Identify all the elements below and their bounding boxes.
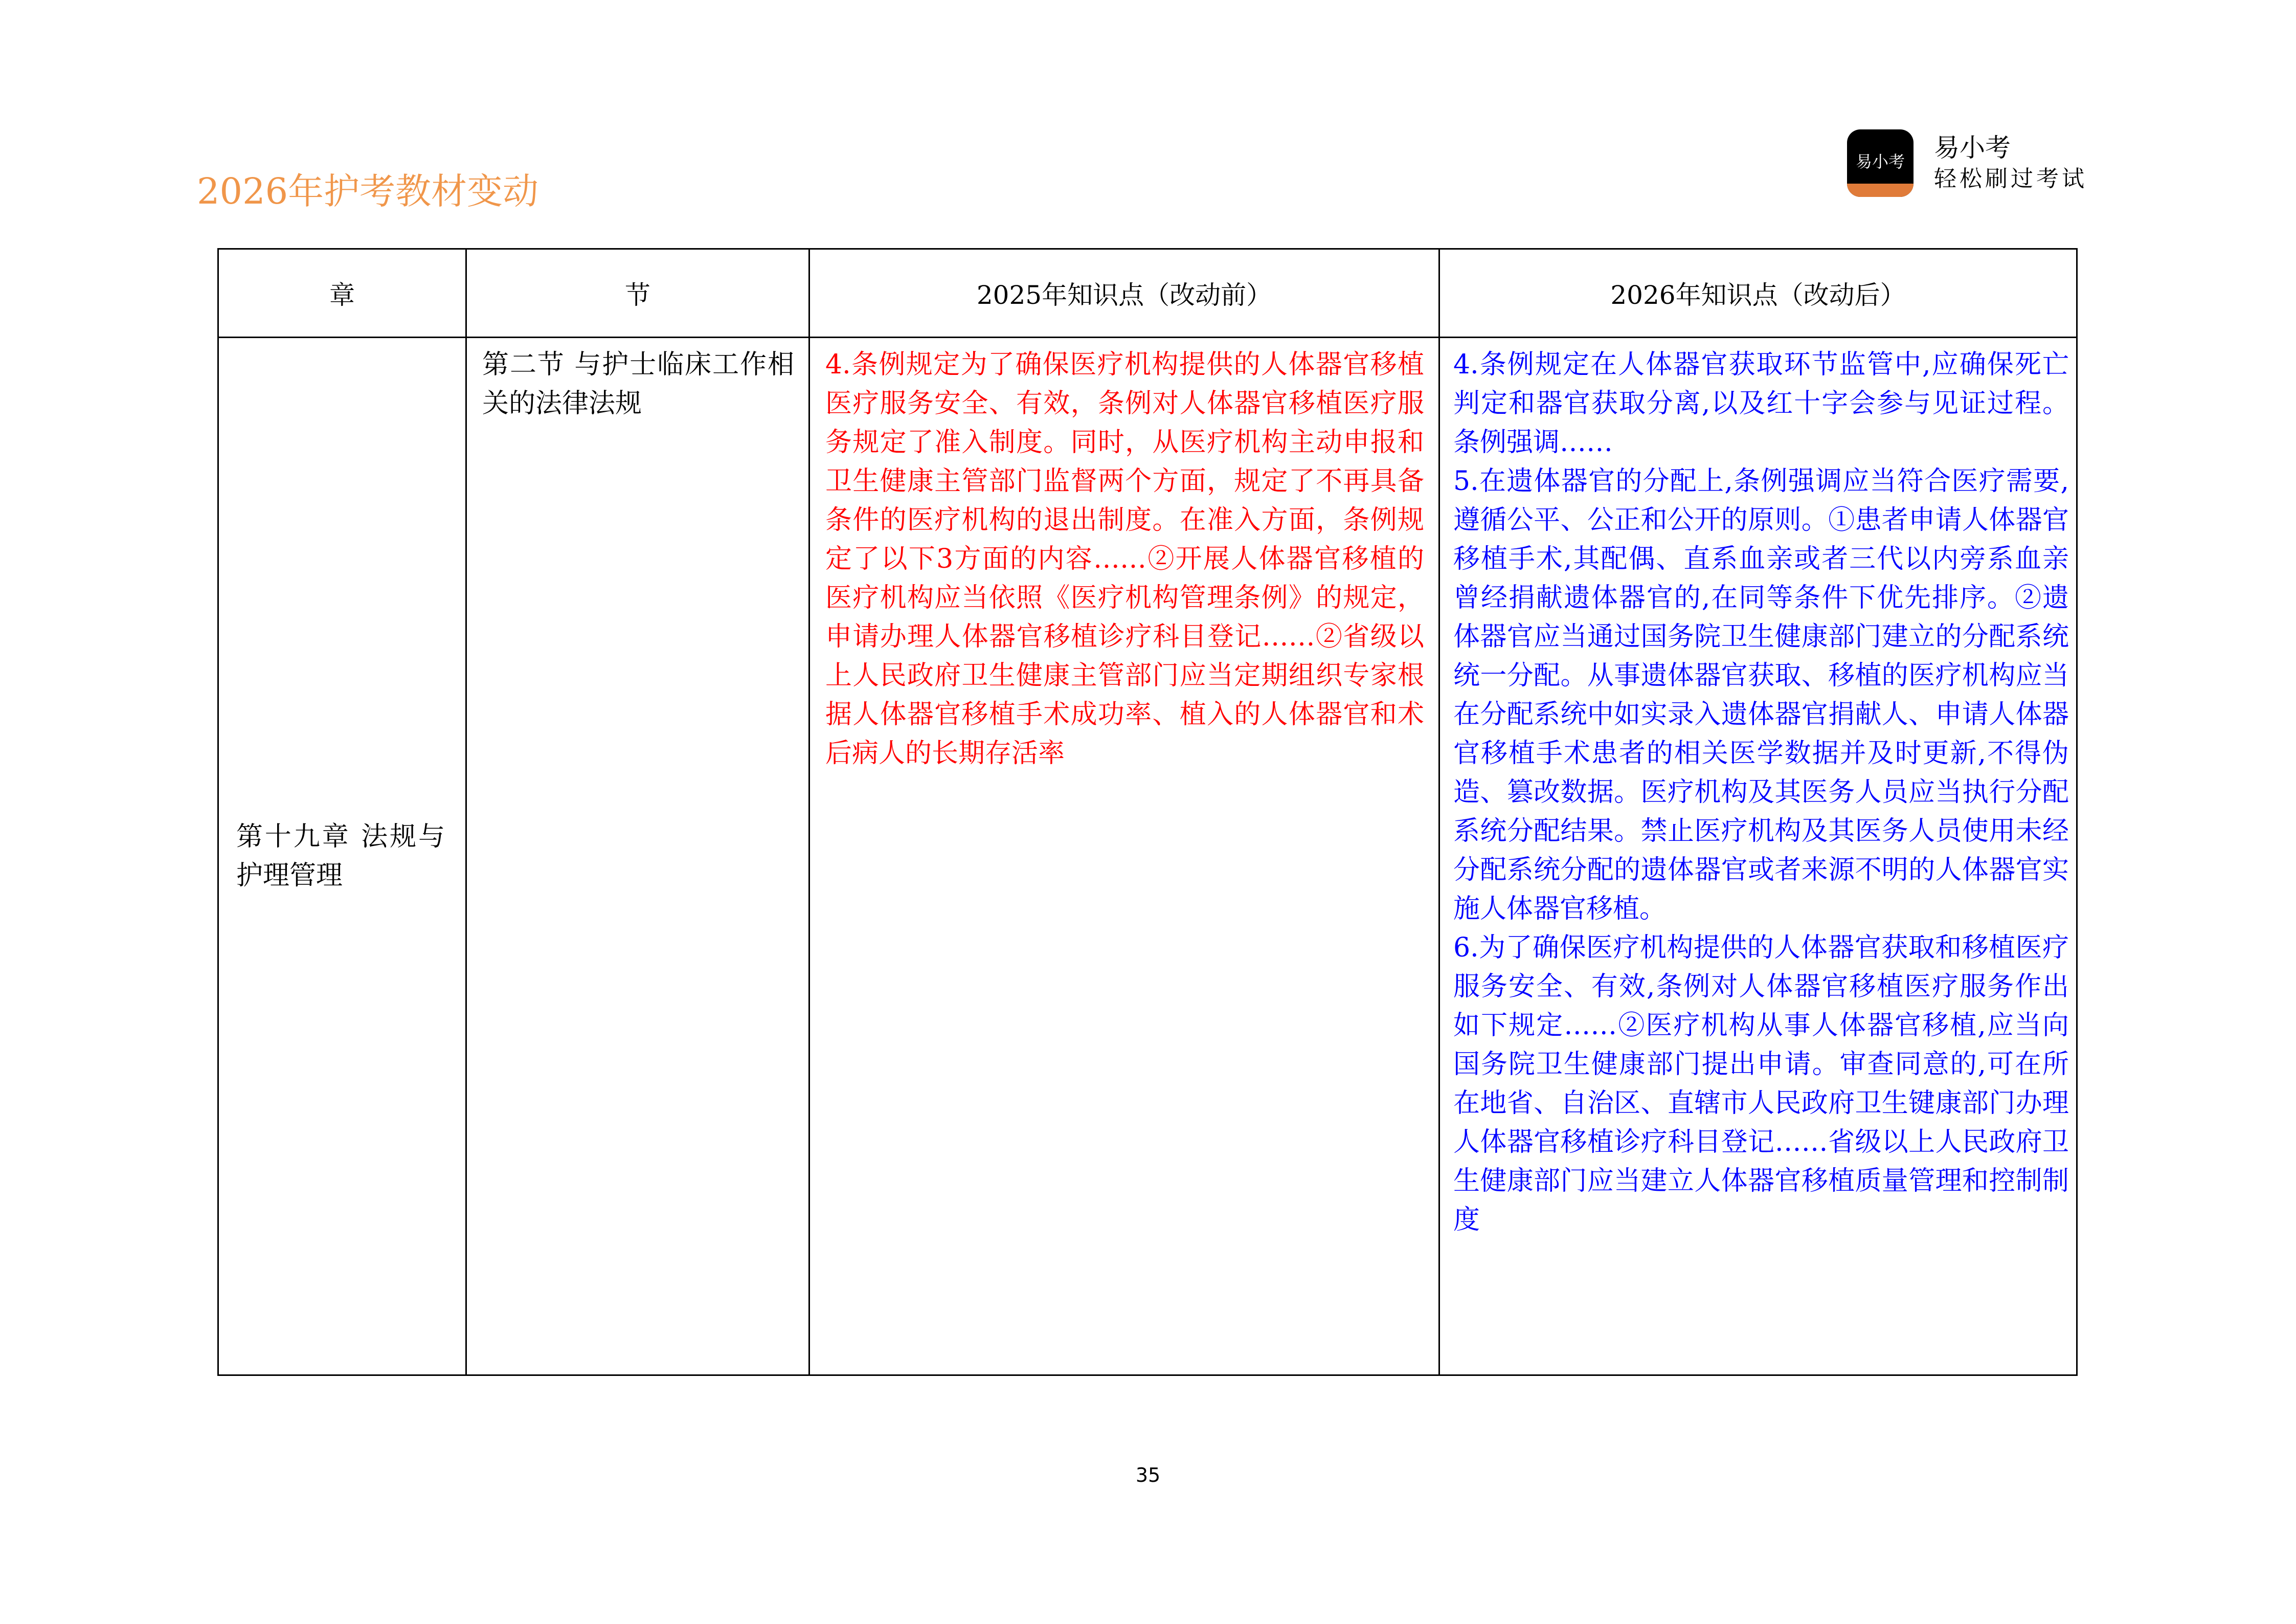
- brand-slogan: 轻松刷过考试: [1934, 166, 2087, 192]
- brand-logo-accent-band: [1847, 184, 1914, 197]
- document-title: 2026年护考教材变动: [197, 170, 539, 212]
- brand-name: 易小考: [1934, 133, 2011, 163]
- brand-block: [1847, 129, 2087, 197]
- chapter-cell: [218, 338, 466, 1375]
- after-paragraph-6: 6.为了确保医疗机构提供的人体器官获取和移植医疗服务安全、有效,条例对人体器官移植医疗服务作出如下规定……②医疗机构从事人体器官移植,应当向国务院卫生健康部门提出申请。审查同意的,可在所在地省、自治区、直辖市人民政府卫生键康部门办理人体器官移植诊疗科目登记……省级以上人民政府卫生健康部门应当建立人体器官移植质量管理和控制制度: [1453, 932, 2069, 1235]
- before-cell: [809, 338, 1439, 1375]
- column-header-section: 节: [466, 249, 809, 338]
- section-text: 第二节 与护士临床工作相关的法律法规: [482, 349, 794, 419]
- section-cell: [466, 338, 809, 1375]
- brand-logo-icon: [1847, 129, 1914, 197]
- chapter-text: 第十九章 法规与护理管理: [236, 821, 445, 891]
- brand-text: [1934, 132, 2087, 194]
- before-text: 4.条例规定为了确保医疗机构提供的人体器官移植医疗服务安全、有效，条例对人体器官移植医疗服务规定了准入制度。同时，从医疗机构主动申报和卫生健康主管部门监督两个方面，规定了不再具备条件的医疗机构的退出制度。在准入方面，条例规定了以下3方面的内容……②开展人体器官移植的医疗机构应当依照《医疗机构管理条例》的规定，申请办理人体器官移植诊疗科目登记……②省级以上人民政府卫生健康主管部门应当定期组织专家根据人体器官移植手术成功率、植入的人体器官和术后病人的长期存活率: [825, 349, 1424, 769]
- column-header-2026: 2026年知识点（改动后）: [1439, 249, 2077, 338]
- after-cell: [1439, 338, 2077, 1375]
- column-header-2025: 2025年知识点（改动前）: [809, 249, 1439, 338]
- page-number: 35: [1135, 1464, 1161, 1486]
- comparison-table: [217, 248, 2078, 1376]
- table-row: [218, 338, 2077, 1375]
- after-paragraph-5: 5.在遗体器官的分配上,条例强调应当符合医疗需要,遵循公平、公正和公开的原则。①患者申请人体器官移植手术,其配偶、直系血亲或者三代以内旁系血亲曾经捐献遗体器官的,在同等条件下优先排序。②遗体器官应当通过国务院卫生健康部门建立的分配系统统一分配。从事遗体器官获取、移植的医疗机构应当在分配系统中如实录入遗体器官捐献人、申请人体器官移植手术患者的相关医学数据并及时更新,不得伪造、篡改数据。医疗机构及其医务人员应当执行分配系统分配结果。禁止医疗机构及其医务人员使用未经分配系统分配的遗体器官或者来源不明的人体器官实施人体器官移植。: [1453, 466, 2069, 924]
- brand-logo-text: 易小考: [1855, 152, 1905, 171]
- table-header-row: [218, 249, 2077, 338]
- after-text: [1440, 338, 2076, 1239]
- after-paragraph-4: 4.条例规定在人体器官获取环节监管中,应确保死亡判定和器官获取分离,以及红十字会参与见证过程。条例强调……: [1453, 349, 2069, 458]
- column-header-chapter: 章: [218, 249, 466, 338]
